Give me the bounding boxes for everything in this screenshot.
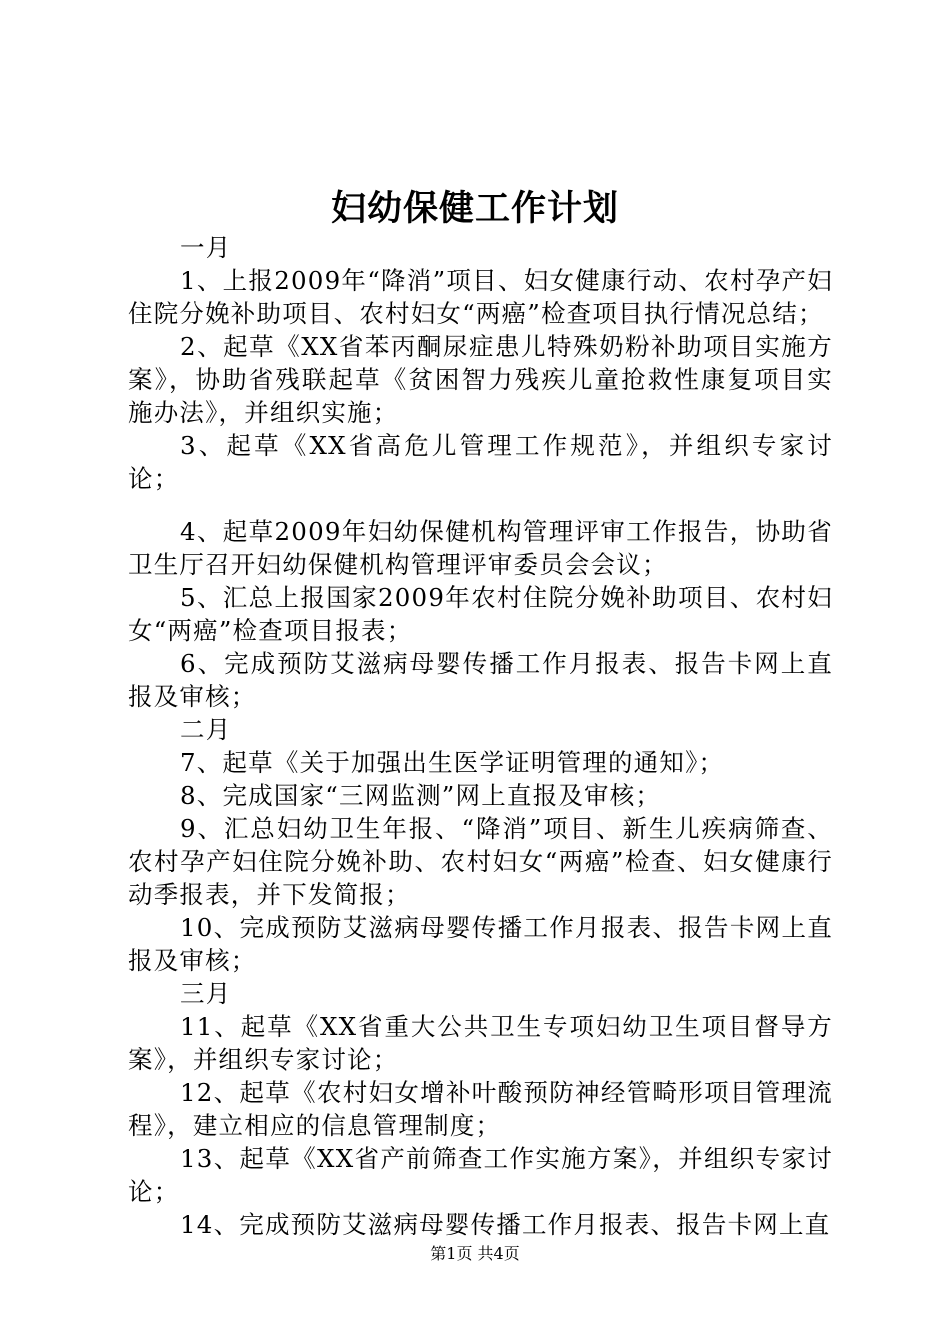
month-heading-jan: 一月 — [180, 233, 232, 262]
plan-item-6: 6、完成预防艾滋病母婴传播工作月报表、报告卡网上直报及审核； — [128, 649, 833, 711]
plan-item-14: 14、完成预防艾滋病母婴传播工作月报表、报告卡网上直 — [180, 1210, 831, 1239]
plan-item-7: 7、起草《关于加强出生医学证明管理的通知》； — [180, 748, 725, 777]
month-heading-feb: 二月 — [180, 715, 232, 744]
plan-item-13: 13、起草《XX省产前筛查工作实施方案》，并组织专家讨论； — [128, 1144, 833, 1206]
plan-item-12: 12、起草《农村妇女增补叶酸预防神经管畸形项目管理流程》，建立相应的信息管理制度； — [128, 1078, 833, 1140]
plan-item-8: 8、完成国家“三网监测”网上直报及审核； — [180, 781, 662, 810]
paragraph-gap — [128, 495, 833, 515]
page-footer: 第1页 共4页 — [430, 1244, 520, 1263]
plan-item-4: 4、起草2009年妇幼保健机构管理评审工作报告，协助省卫生厅召开妇幼保健机构管理评审委员会会议； — [128, 517, 833, 579]
plan-item-11: 11、起草《XX省重大公共卫生专项妇幼卫生项目督导方案》，并组织专家讨论； — [128, 1012, 833, 1074]
month-heading-mar: 三月 — [180, 979, 232, 1008]
plan-item-2: 2、起草《XX省苯丙酮尿症患儿特殊奶粉补助项目实施方案》，协助省残联起草《贫困智力残疾儿童抢救性康复项目实施办法》，并组织实施； — [128, 332, 833, 427]
plan-item-3: 3、起草《XX省高危儿管理工作规范》，并组织专家讨论； — [128, 431, 833, 493]
document-body — [128, 231, 833, 1241]
document-title: 妇幼保健工作计划 — [330, 188, 619, 229]
plan-item-9: 9、汇总妇幼卫生年报、“降消”项目、新生儿疾病筛查、农村孕产妇住院分娩补助、农村妇女“两癌”检查、妇女健康行动季报表，并下发简报； — [128, 814, 833, 909]
plan-item-5: 5、汇总上报国家2009年农村住院分娩补助项目、农村妇女“两癌”检查项目报表； — [128, 583, 833, 645]
plan-item-1: 1、上报2009年“降消”项目、妇女健康行动、农村孕产妇住院分娩补助项目、农村妇女“两癌”检查项目执行情况总结； — [128, 266, 833, 328]
plan-item-10: 10、完成预防艾滋病母婴传播工作月报表、报告卡网上直报及审核； — [128, 913, 833, 975]
